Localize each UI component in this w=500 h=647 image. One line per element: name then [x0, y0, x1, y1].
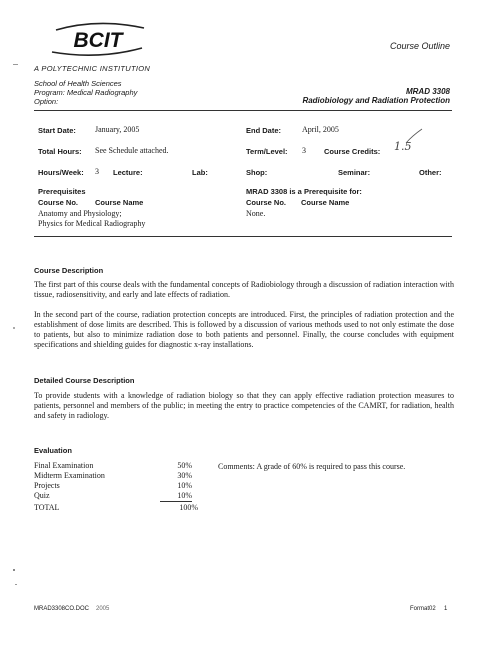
total-rule [160, 501, 192, 502]
detailed-description-para: To provide students with a knowledge of radiation biology so that they can apply effective radiation protection measures to patients, personnel and members of the public; in meeting the entry to practice competencies of the CAMRT, for radiation, health and safety in radiology. [34, 391, 454, 420]
bcit-logo [48, 22, 148, 56]
prereq-item-2: Physics for Medical Radiography [38, 219, 146, 228]
scan-speck [15, 584, 17, 585]
footer-filename: MRAD3308CO.DOC [34, 606, 90, 612]
school-name: School of Health Sciences [34, 79, 122, 88]
prereq-for-title: MRAD 3308 is a Prerequisite for: [246, 187, 362, 196]
evaluation-total-name: TOTAL [34, 503, 60, 512]
course-description-para-2: In the second part of the course, radiation protection concepts are introduced. First, the principles of radiation protection and the establishment of dose limits are described. This is followed by a discussion of various methods used to not only estimate the dose to patients, but also to minimize radiation dose to both patients and personnel. Finally, the course concludes with equipment specifications and shielding guides for diagnostic x-ray installations. [34, 310, 454, 349]
footer-file-suffix: 2005 [96, 606, 110, 612]
course-credits-label: Course Credits: [324, 147, 381, 156]
institution-tagline: A POLYTECHNIC INSTITUTION [34, 64, 151, 73]
option-label: Option: [34, 97, 59, 106]
detailed-description-title: Detailed Course Description [34, 376, 135, 385]
prereq-course-name-header: Course Name [95, 198, 144, 207]
term-level-value: 3 [302, 146, 306, 155]
course-title: Radiobiology and Radiation Protection [302, 96, 450, 105]
evaluation-item-name: Projects [34, 481, 60, 490]
pen-mark-icon [404, 128, 424, 144]
info-rule [34, 236, 452, 237]
footer-format: Format02 [410, 606, 436, 612]
footer-page-number: 1 [444, 606, 448, 612]
shop-label: Shop: [246, 168, 268, 177]
logo-text: BCIT [73, 29, 123, 52]
course-description-title: Course Description [34, 266, 104, 275]
start-date-value: January, 2005 [95, 125, 140, 134]
evaluation-total-pct: 100% [179, 503, 198, 512]
document-type: Course Outline [389, 41, 450, 51]
lecture-label: Lecture: [113, 168, 143, 177]
total-hours-label: Total Hours: [38, 147, 82, 156]
evaluation-comments: Comments: A grade of 60% is required to pass this course. [218, 462, 406, 471]
prereq-for-value: None. [246, 209, 266, 218]
prereq-for-course-name-header: Course Name [301, 198, 350, 207]
evaluation-title: Evaluation [34, 446, 72, 455]
program-name: Program: Medical Radiography [34, 88, 138, 97]
evaluation-item-pct: 10% [177, 491, 192, 500]
total-hours-value: See Schedule attached. [95, 146, 169, 155]
scan-speck [13, 64, 18, 65]
seminar-label: Seminar: [338, 168, 371, 177]
scan-speck [13, 569, 15, 571]
evaluation-item-name: Midterm Examination [34, 471, 105, 480]
end-date-label: End Date: [246, 126, 282, 135]
start-date-label: Start Date: [38, 126, 76, 135]
scan-speck [13, 327, 15, 329]
header-rule [34, 110, 452, 111]
course-code: MRAD 3308 [405, 87, 450, 96]
prereq-item-1: Anatomy and Physiology; [38, 209, 122, 218]
hours-week-label: Hours/Week: [38, 168, 84, 177]
evaluation-item-name: Final Examination [34, 461, 94, 470]
evaluation-item-pct: 50% [177, 461, 192, 470]
prereq-for-course-no-header: Course No. [246, 198, 287, 207]
hours-week-value: 3 [95, 167, 99, 176]
term-level-label: Term/Level: [246, 147, 288, 156]
evaluation-item-name: Quiz [34, 491, 50, 500]
handwritten-credits: 1.5 [394, 140, 412, 153]
evaluation-item-pct: 10% [177, 481, 192, 490]
lab-label: Lab: [192, 168, 208, 177]
course-description-para-1: The first part of this course deals with the fundamental concepts of Radiobiology through a discussion of radiation interaction with tissue, radiosensitivity, and early and late effects of radiation. [34, 280, 454, 299]
other-label: Other: [419, 168, 442, 177]
end-date-value: April, 2005 [302, 125, 339, 134]
evaluation-item-pct: 30% [177, 471, 192, 480]
prereq-course-no-header: Course No. [38, 198, 79, 207]
prerequisites-title: Prerequisites [38, 187, 86, 196]
